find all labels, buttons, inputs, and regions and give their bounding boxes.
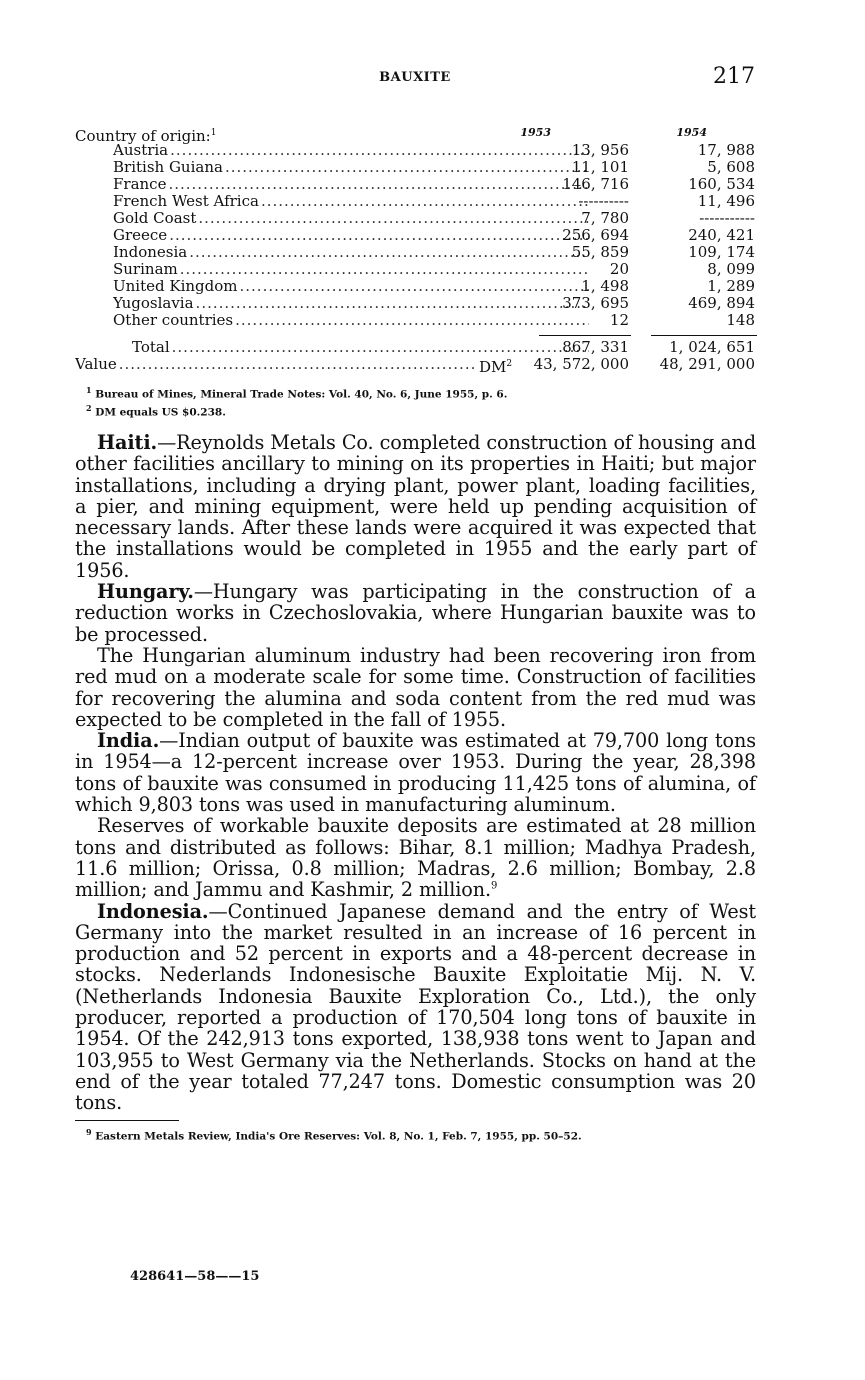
running-head [75, 66, 755, 92]
row-value-1953: 7, 780 [581, 209, 629, 227]
table-row [75, 244, 757, 261]
row-value-1953: 373, 695 [562, 294, 629, 312]
row-country: Greece ..... [113, 227, 589, 244]
total-label: Total ..... [132, 339, 589, 356]
paragraph-hungary: Hungary.—Hungary was participating in the construction of a reduction works in Czechoslovakia, where Hungarian bauxite was to be processed. [75, 580, 756, 646]
footnote-rule [75, 1120, 179, 1121]
row-value-1954: 469, 894 [688, 294, 755, 312]
paragraph-hungary-2: The Hungarian aluminum industry had been recovering iron from red mud on a moderate scale for some time. Construction of facilities for recovering the alumina and soda content from the red mud was expected to be completed in the fall of 1955. [75, 643, 756, 731]
table-row [75, 227, 757, 244]
page-title: BAUXITE [379, 70, 451, 85]
row-value-1954: 109, 174 [688, 243, 755, 261]
row-value-1953: 146, 716 [562, 175, 629, 193]
print-code: 428641—58——15 [130, 1269, 260, 1284]
total-1954: 1, 024, 651 [669, 338, 755, 356]
value-1953: 43, 572, 000 [533, 355, 629, 373]
table-row [75, 295, 757, 312]
paragraph-india: India.—Indian output of bauxite was estimated at 79,700 long tons in 1954—a 12-percent increase over 1953. During the year, 28,398 tons of bauxite was consumed in producing 11,425 tons of alumina, of which 9,803 tons was used in manufacturing aluminum. [75, 729, 756, 817]
paragraph-haiti: Haiti.—Reynolds Metals Co. completed construction of housing and other facilities ancillary to mining on its properties in Haiti; but major installations, including a drying plant, power plant, loading facilities, a pier, and mining equipment, were held up pending acquisition of necessary lands. After these lands were acquired it was expected that the installations would be completed in 1955 and the early part of 1956. [75, 431, 756, 582]
row-country: Indonesia ..... [113, 244, 589, 261]
row-country: Gold Coast ..... [113, 210, 589, 227]
paragraph-indonesia: Indonesia.—Continued Japanese demand and the entry of West Germany into the market resulted in an increase of 16 percent in production and 52 percent in exports and a 48-percent decrease in stocks. Nederlands Indonesische Bauxite Exploitatie Mij. N. V. (Netherlands Indonesia Bauxite Exploration Co., Ltd.), the only producer, reported a production of 170,504 long tons of bauxite in 1954. Of the 242,913 tons exported, 138,938 tons went to Japan and 103,955 to West Germany via the Netherlands. Stocks on hand at the end of the year totaled 77,247 tons. Domestic consumption was 20 tons. [75, 899, 756, 1115]
value-1954: 48, 291, 000 [659, 355, 755, 373]
table-body [75, 142, 757, 329]
row-value-1953: 11, 101 [571, 158, 629, 176]
footnote: $^9$ Eastern Metals Review, India's Ore Reserves: Vol. 8, No. 1, Feb. 7, 1955, pp. 50–52. [86, 1127, 582, 1143]
paragraph-india-2: Reserves of workable bauxite deposits are estimated at 28 million tons and distributed as follows: Bihar, 8.1 million; Madhya Pradesh, 11.6 million; Orissa, 0.8 million; Madras, 2.6 million; Bombay, 2.8 million; and Jammu and Kashmir, 2 million.$^9$ [75, 814, 756, 902]
table-row [75, 278, 757, 295]
row-country: Surinam ..... [113, 261, 589, 278]
table-caption: Country of origin: [75, 127, 211, 145]
row-value-1953: ---------- [578, 192, 629, 210]
row-value-1953: 55, 859 [571, 243, 629, 261]
row-value-1953: 13, 956 [571, 141, 629, 159]
row-value-1954: 148 [726, 311, 755, 329]
table-note: $^1$ Bureau of Mines, Mineral Trade Notes: Vol. 40, No. 6, June 1955, p. 6. [86, 385, 508, 401]
value-label: Value ..... [75, 356, 475, 373]
table-header [75, 124, 757, 145]
body-text [75, 432, 756, 1114]
row-value-1953: 1, 498 [581, 277, 629, 295]
table-note: $^2$ DM equals US $0.238. [86, 402, 226, 418]
value-row [75, 355, 757, 376]
row-value-1953: 12 [609, 311, 629, 329]
table-caption-note: 1 [210, 128, 217, 138]
column-header-1954: 1954 [676, 126, 707, 139]
row-value-1953: 256, 694 [562, 226, 629, 244]
page-number: 217 [713, 64, 755, 89]
row-value-1954: 11, 496 [697, 192, 755, 210]
row-country: France ..... [113, 176, 589, 193]
row-value-1954: 160, 534 [688, 175, 755, 193]
total-row [75, 339, 757, 356]
row-value-1954: 8, 099 [707, 260, 755, 278]
table-row [75, 210, 757, 227]
row-country: Yugoslavia ..... [113, 295, 589, 312]
table-row [75, 142, 757, 159]
table-row [75, 176, 757, 193]
table-row [75, 193, 757, 210]
row-value-1953: 20 [609, 260, 629, 278]
footnote-ref: 9 [490, 880, 498, 892]
row-country: French West Africa ..... [113, 193, 589, 210]
value-unit: DM [479, 358, 507, 376]
row-country: United Kingdom ..... [113, 278, 589, 295]
table-row [75, 312, 757, 329]
table-row [75, 159, 757, 176]
total-1953: 867, 331 [562, 338, 629, 356]
row-value-1954: 1, 289 [707, 277, 755, 295]
bauxite-imports-table [75, 124, 757, 376]
row-country: British Guiana ..... [113, 159, 589, 176]
column-header-1953: 1953 [520, 126, 551, 139]
row-country: Other countries ..... [113, 312, 589, 329]
row-value-1954: 17, 988 [697, 141, 755, 159]
row-value-1954: 240, 421 [688, 226, 755, 244]
row-value-1954: ----------- [699, 209, 755, 227]
row-value-1954: 5, 608 [707, 158, 755, 176]
row-country: Austria ..... [113, 142, 589, 159]
value-unit-note: 2 [506, 359, 513, 369]
total-rule [75, 329, 757, 339]
table-row [75, 261, 757, 278]
table-notes [86, 384, 766, 419]
